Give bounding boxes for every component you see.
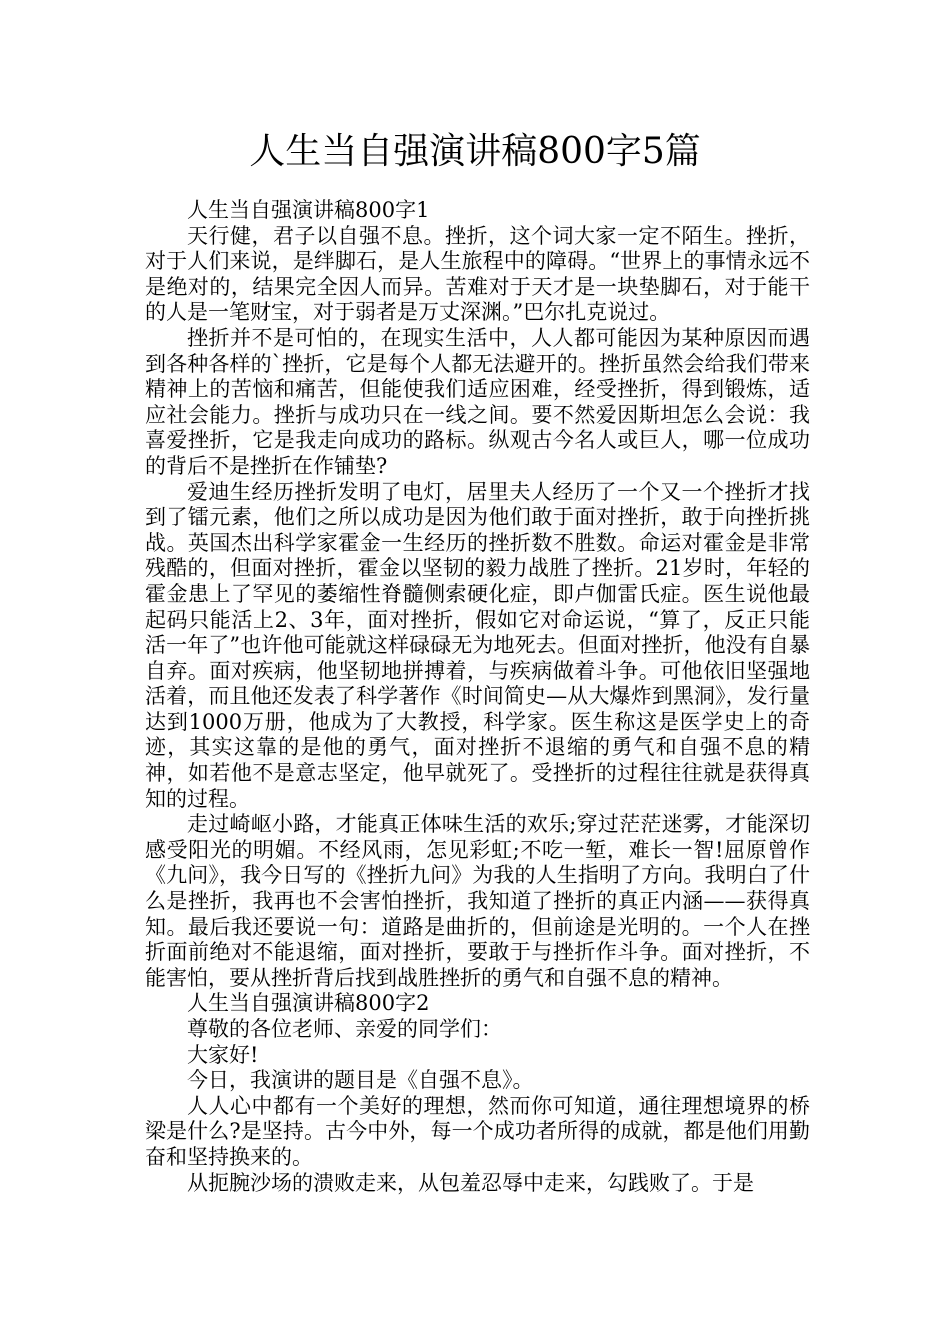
paragraph: 挫折并不是可怕的，在现实生活中，人人都可能因为某种原因而遇到各种各样的`挫折，它是每个人都无法避开的。挫折虽然会给我们带来精神上的苦恼和痛苦，但能使我们适应困难，经受挫折，得到锻炼，适应社会能力。挫折与成功只在一线之间。要不然爱因斯坦怎么会说：我喜爱挫折，它是我走向成功的路标。纵观古今名人或巨人，哪一位成功的背后不是挫折在作铺垫? [145, 325, 810, 478]
paragraph: 人人心中都有一个美好的理想，然而你可知道，通往理想境界的桥梁是什么?是坚持。古今中外，每一个成功者所得的成就，都是他们用勤奋和坚持换来的。 [145, 1093, 810, 1169]
paragraph: 爱迪生经历挫折发明了电灯，居里夫人经历了一个又一个挫折才找到了镭元素，他们之所以成功是因为他们敢于面对挫折，敢于向挫折挑战。英国杰出科学家霍金一生经历的挫折数不胜数。命运对霍金是非常残酷的，但面对挫折，霍金以坚韧的毅力战胜了挫折。21岁时，年轻的霍金患上了罕见的萎缩性脊髓侧索硬化症，即卢伽雷氏症。医生说他最起码只能活上2、3年，面对挫折，假如它对命运说，“算了，反正只能活一年了”也许他可能就这样碌碌无为地死去。但面对挫折，他没有自暴自弃。面对疾病，他坚韧地拼搏着，与疾病做着斗争。可他依旧坚强地活着，而且他还发表了科学著作《时间简史—从大爆炸到黑洞》，发行量达到1000万册，他成为了大教授，科学家。医生称这是医学史上的奇迹，其实这靠的是他的勇气，面对挫折不退缩的勇气和自强不息的精神，如若他不是意志坚定，他早就死了。受挫折的过程往往就是获得真知的过程。 [145, 479, 810, 811]
section-heading: 人生当自强演讲稿800字1 [187, 198, 430, 222]
salutation: 尊敬的各位老师、亲爱的同学们： [187, 1017, 502, 1041]
paragraph: 走过崎岖小路，才能真正体味生活的欢乐;穿过茫茫迷雾，才能深切感受阳光的明媚。不经风雨，怎见彩虹;不吃一堑，难长一智!屈原曾作《九问》，我今日写的《挫折九问》为我的人生指明了方向。我明白了什么是挫折，我再也不会害怕挫折，我知道了挫折的真正内涵——获得真知。最后我还要说一句：道路是曲折的，但前途是光明的。一个人在挫折面前绝对不能退缩，面对挫折，要敢于与挫折作斗争。面对挫折，不能害怕，要从挫折背后找到战胜挫折的勇气和自强不息的精神。 [145, 812, 810, 990]
paragraph: 从扼腕沙场的溃败走来，从包羞忍辱中走来，勾践败了。于是 [187, 1170, 754, 1195]
section-heading: 人生当自强演讲稿800字2 [187, 991, 430, 1016]
paragraph: 天行健，君子以自强不息。挫折，这个词大家一定不陌生。挫折，对于人们来说，是绊脚石，是人生旅程中的障碍。“世界上的事情永远不是绝对的，结果完全因人而异。苦难对于天才是一块垫脚石，对于能干的人是一笔财宝，对于弱者是万丈深渊。”巴尔扎克说过。 [145, 223, 810, 325]
document-title: 人生当自强演讲稿800字5篇 [249, 131, 701, 172]
paragraph: 今日，我演讲的题目是《自强不息》。 [187, 1068, 534, 1093]
greeting: 大家好! [187, 1042, 259, 1067]
document-body [145, 198, 810, 1196]
